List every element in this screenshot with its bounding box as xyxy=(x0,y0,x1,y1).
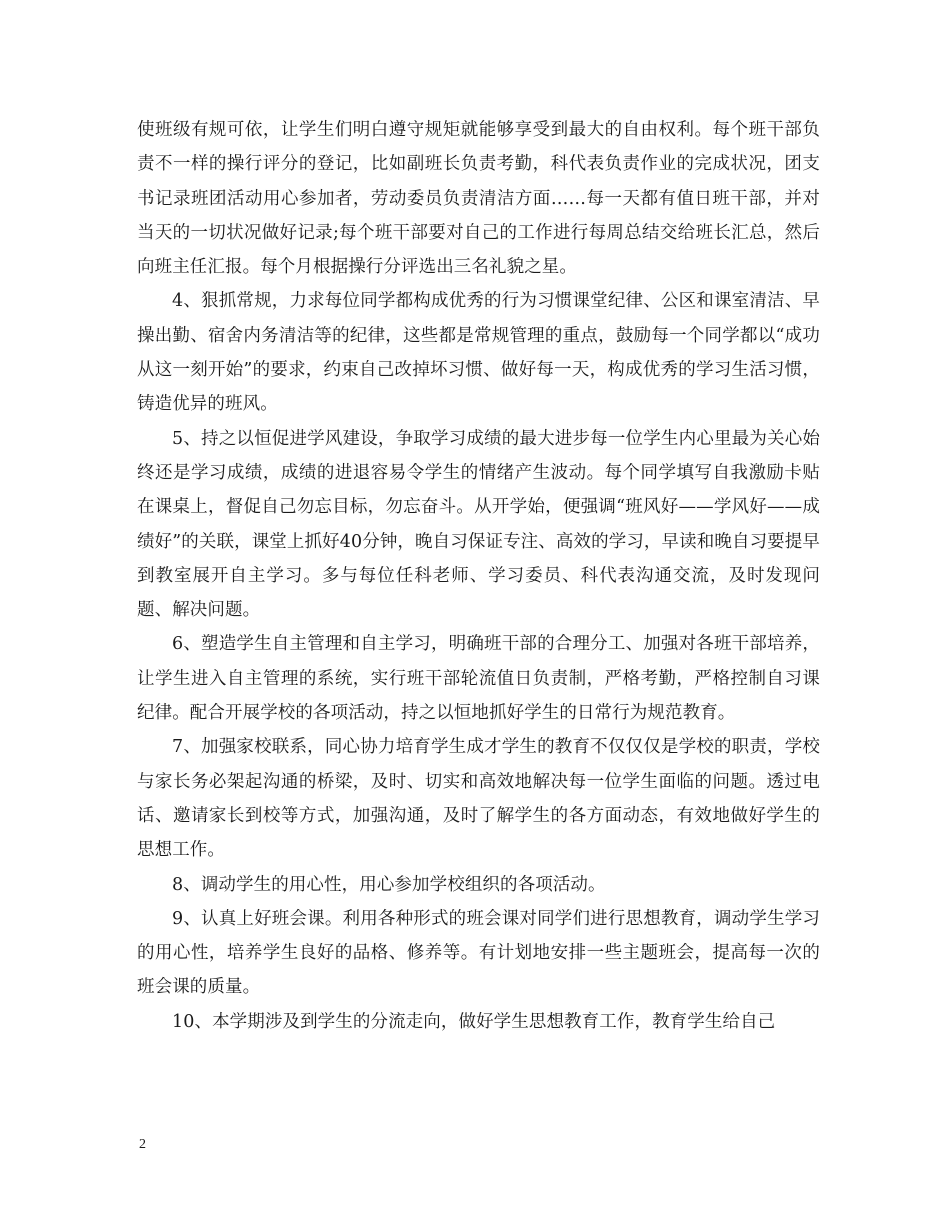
paragraph-continuation: 使班级有规可依，让学生们明白遵守规矩就能够享受到最大的自由权利。每个班干部负责不一样的操行评分的登记，比如副班长负责考勤，科代表负责作业的完成状况，团支书记录班团活动用心参加者，劳动委员负责清洁方面……每一天都有值日班干部，并对当天的一切状况做好记录;每个班干部要对自己的工作进行每周总结交给班长汇总，然后向班主任汇报。每个月根据操行分评选出三名礼貌之星。 xyxy=(137,120,820,278)
paragraph-item-5: 5、持之以恒促进学风建设，争取学习成绩的最大进步每一位学生内心里最为关心始终还是学习成绩，成绩的进退容易令学生的情绪产生波动。每个同学填写自我激励卡贴在课桌上，督促自己勿忘目标，勿忘奋斗。从开学始，便强调“班风好——学风好——成绩好”的关联，课堂上抓好40分钟，晚自习保证专注、高效的学习，早读和晚自习要提早到教室展开自主学习。多与每位任科老师、学习委员、科代表沟通交流，及时发现问题、解决问题。 xyxy=(137,428,820,621)
paragraph-item-6: 6、塑造学生自主管理和自主学习，明确班干部的合理分工、加强对各班干部培养，让学生进入自主管理的系统，实行班干部轮流值日负责制，严格考勤，严格控制自习课纪律。配合开展学校的各项活动，持之以恒地抓好学生的日常行为规范教育。 xyxy=(137,634,820,724)
paragraph-item-8: 8、调动学生的用心性，用心参加学校组织的各项活动。 xyxy=(172,874,606,895)
page-number: 2 xyxy=(139,1137,146,1152)
paragraph-item-7: 7、加强家校联系，同心协力培育学生成才学生的教育不仅仅仅是学校的职责，学校与家长务必架起沟通的桥梁，及时、切实和高效地解决每一位学生面临的问题。透过电话、邀请家长到校等方式，加强沟通，及时了解学生的各方面动态，有效地做好学生的思想工作。 xyxy=(137,737,820,861)
paragraph-item-10: 10、本学期涉及到学生的分流走向，做好学生思想教育工作，教育学生给自己 xyxy=(172,1011,776,1032)
paragraph-item-4: 4、狠抓常规，力求每位同学都构成优秀的行为习惯课堂纪律、公区和课室清洁、早操出勤、宿舍内务清洁等的纪律，这些都是常规管理的重点，鼓励每一个同学都以“成功从这一刻开始”的要求，约束自己改掉坏习惯、做好每一天，构成优秀的学习生活习惯，铸造优异的班风。 xyxy=(137,291,820,415)
body-text xyxy=(137,113,820,1039)
paragraph-item-9: 9、认真上好班会课。利用各种形式的班会课对同学们进行思想教育，调动学生学习的用心性，培养学生良好的品格、修养等。有计划地安排一些主题班会，提高每一次的班会课的质量。 xyxy=(137,908,820,998)
